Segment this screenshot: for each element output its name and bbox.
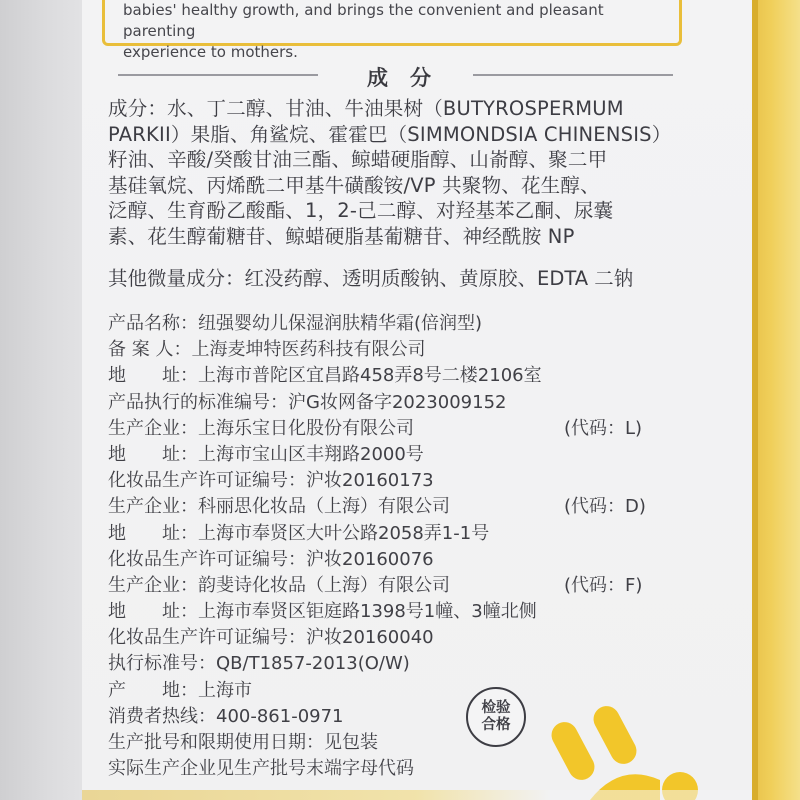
manufacturer-2 (108, 494, 688, 520)
manufacturer-3-code: (代码：F) (564, 574, 643, 596)
manufacturer-2-name: 生产企业：科丽思化妆品（上海）有限公司 (108, 496, 450, 518)
manufacturer-3 (108, 573, 688, 599)
standard-number: 产品执行的标准编号：沪G妆网备字2023009152 (108, 391, 507, 413)
yellow-pill-1 (547, 718, 599, 785)
consumer-hotline: 消费者热线：400-861-0971 (108, 705, 344, 727)
ingredient-line: 籽油、辛酸/癸酸甘油三酯、鲸蜡硬脂醇、山嵛醇、聚二甲 (108, 148, 608, 171)
header-divider-right (473, 74, 673, 76)
ingredient-line: 基硅氧烷、丙烯酰二甲基牛磺酸铵/VP 共聚物、花生醇、 (108, 173, 600, 197)
ingredient-line: 成分：水、丁二醇、甘油、牛油果树（BUTYROSPERMUM (108, 97, 624, 120)
ingredient-line: PARKII）果脂、角鲨烷、霍霍巴（SIMMONDSIA CHINENSIS） (108, 122, 672, 146)
manufacturer-1-name: 生产企业：上海乐宝日化股份有限公司 (108, 417, 414, 439)
ingredient-line: 泛醇、生育酚乙酸酯、1，2-己二醇、对羟基苯乙酮、尿囊 (108, 199, 614, 222)
ingredients-section-header (118, 62, 673, 88)
badge-line-2: 合格 (481, 717, 511, 733)
execution-standard: 执行标准号：QB/T1857-2013(O/W) (108, 653, 410, 675)
manufacturer-2-license: 化妆品生产许可证编号：沪妆20160076 (108, 548, 434, 570)
yellow-pill-2 (589, 702, 641, 769)
ingredients-list (108, 96, 684, 249)
filer: 备 案 人：上海麦坤特医药科技有限公司 (108, 339, 426, 361)
filer-address: 地 址：上海市普陀区宜昌路458弄8号二楼2106室 (108, 365, 542, 387)
package-right-edge (752, 0, 800, 800)
section-title: 成分 (367, 66, 453, 90)
package-fold-line (752, 0, 758, 800)
other-ingredients: 其他微量成分：红没药醇、透明质酸钠、黄原胶、EDTA 二钠 (108, 267, 634, 290)
english-intro-box (102, 0, 682, 61)
manufacturer-1 (108, 416, 688, 442)
manufacturer-1-code: (代码：L) (564, 417, 643, 439)
manufacturer-3-name: 生产企业：韵斐诗化妆品（上海）有限公司 (108, 574, 450, 596)
manufacturer-1-address: 地 址：上海市宝山区丰翔路2000号 (108, 443, 424, 465)
header-divider-left (118, 74, 318, 76)
manufacturer-3-license: 化妆品生产许可证编号：沪妆20160040 (108, 627, 434, 649)
product-name: 产品名称：纽强婴幼儿保湿润肤精华霜(倍润型) (108, 313, 483, 334)
manufacturer-3-address: 地 址：上海市奉贤区钜庭路1398号1幢、3幢北侧 (108, 601, 537, 623)
badge-line-1: 检验 (481, 700, 511, 716)
place-of-origin: 产 地：上海市 (108, 679, 252, 701)
decorative-shapes-group (547, 702, 698, 800)
inspection-passed-badge (466, 687, 526, 747)
manufacturer-2-code: (代码：D) (564, 496, 646, 518)
manufacturer-2-address: 地 址：上海市奉贤区大叶公路2058弄1-1号 (108, 522, 490, 544)
batch-and-expiry: 生产批号和限期使用日期：见包装 (108, 732, 378, 753)
intro-line-2: experience to mothers. (123, 43, 298, 61)
decorative-yellow-shapes (530, 690, 752, 800)
bottom-edge (82, 790, 752, 800)
actual-manufacturer-note: 实际生产企业见生产批号末端字母代码 (108, 758, 414, 780)
ingredient-line: 素、花生醇葡糖苷、鲸蜡硬脂基葡糖苷、神经酰胺 NP (108, 224, 575, 248)
package-left-edge (0, 0, 82, 800)
manufacturer-1-license: 化妆品生产许可证编号：沪妆20160173 (108, 470, 434, 492)
intro-line-1: babies' healthy growth, and brings the convenient and pleasant parenting (123, 1, 604, 40)
